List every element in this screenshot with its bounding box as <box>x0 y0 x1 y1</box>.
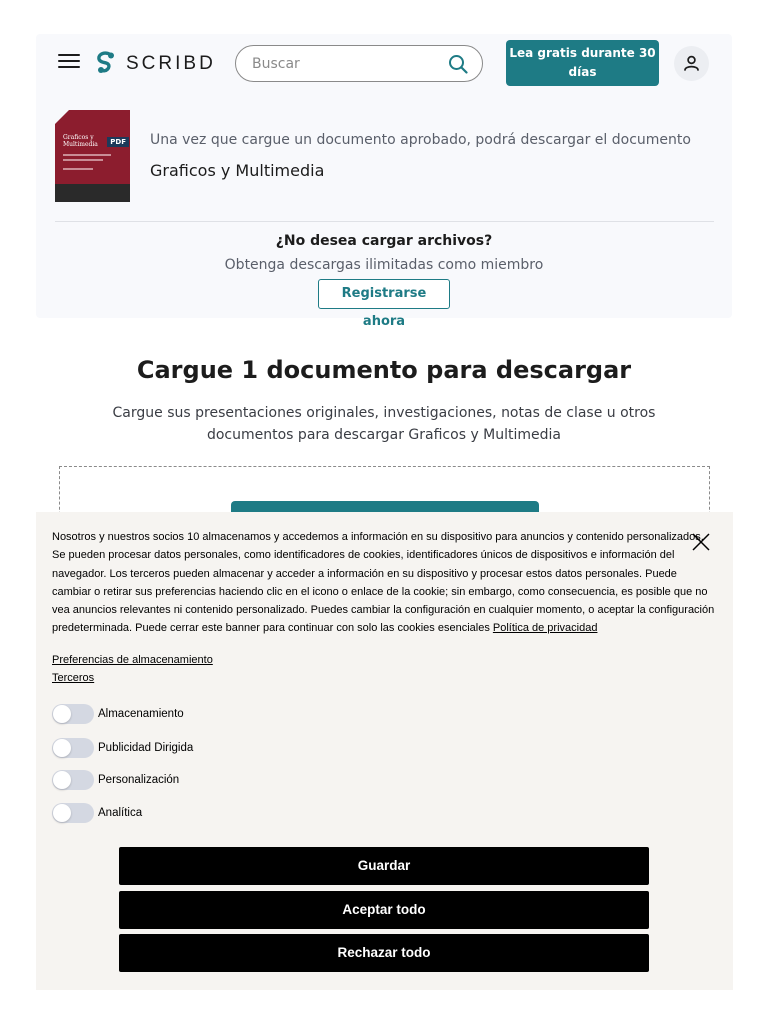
toggle-row-analytics <box>52 803 142 823</box>
logo-text: SCRIBD <box>126 53 216 74</box>
cookie-links <box>52 652 213 687</box>
cookie-body: Nosotros y nuestros socios 10 almacenamos y accedemos a información en su dispositivo para anuncios y contenido personalizados. Se pueden procesar datos personales, como identificadores de cookies, identificadores únicos de dispositivos e información del navegador. Los terceros pueden almacenar y acceder a información en su dispositivo y procesar estos datos personales. Puede cambiar o retirar sus preferencias haciendo clic en el icono o enlace de la cookie; sin embargo, como consecuencia, es posible que no vea anuncios relevantes ni contenido personalizado. Puedes cambiar la configuración en cualquier momento, o aceptar la configuración predeterminada. Puede cerrar este banner para continuar con solo las cookies esenciales <box>52 531 715 635</box>
toggle-row-targeted-ads <box>52 738 193 758</box>
register-button[interactable]: Registrarse ahora <box>318 279 450 309</box>
storage-preferences-link[interactable]: Preferencias de almacenamiento <box>52 654 213 666</box>
cookie-banner <box>36 512 733 990</box>
free-trial-button[interactable]: Lea gratis durante 30 días <box>506 40 659 86</box>
document-thumbnail[interactable] <box>55 110 130 202</box>
scribd-logo[interactable] <box>94 50 216 78</box>
scribd-logo-icon <box>94 51 118 77</box>
toggle-row-storage <box>52 704 184 724</box>
search-icon[interactable] <box>448 54 468 74</box>
no-upload-question: ¿No desea cargar archivos? <box>275 233 493 249</box>
user-icon <box>682 54 701 73</box>
toggle-label: Publicidad Dirigida <box>98 742 194 754</box>
toggle-label: Analítica <box>98 807 143 819</box>
save-button[interactable]: Guardar <box>119 847 649 885</box>
reject-all-button[interactable]: Rechazar todo <box>119 934 649 972</box>
thumbnail-title: Graficos y Multimedia <box>63 134 98 148</box>
analytics-toggle[interactable] <box>52 803 94 823</box>
search-box <box>235 45 483 82</box>
hamburger-menu-icon[interactable] <box>58 54 80 72</box>
divider <box>55 221 714 222</box>
membership-text: Obtenga descargas ilimitadas como miembro <box>224 257 544 273</box>
download-note: Una vez que cargue un documento aprobado, podrá descargar el documento <box>150 132 691 148</box>
top-card <box>36 34 732 329</box>
cookie-text <box>52 528 716 638</box>
accept-all-button[interactable]: Aceptar todo <box>119 891 649 929</box>
privacy-policy-link[interactable]: Política de privacidad <box>492 622 598 635</box>
user-account-button[interactable] <box>674 46 709 81</box>
header <box>36 34 732 94</box>
targeted-ads-toggle[interactable] <box>52 738 94 758</box>
pdf-badge: PDF <box>107 137 129 147</box>
upload-description: Cargue sus presentaciones originales, investigaciones, notas de clase u otros documentos para descargar Graficos y Multimedia <box>112 405 656 443</box>
personalization-toggle[interactable] <box>52 770 94 790</box>
upload-title: Cargue 1 documento para descargar <box>136 356 632 384</box>
storage-toggle[interactable] <box>52 704 94 724</box>
document-title: Graficos y Multimedia <box>150 161 325 180</box>
third-parties-link[interactable]: Terceros <box>52 671 95 684</box>
search-input[interactable] <box>252 54 432 74</box>
toggle-label: Personalización <box>98 774 180 786</box>
toggle-label: Almacenamiento <box>98 708 184 720</box>
toggle-row-personalization <box>52 770 179 790</box>
